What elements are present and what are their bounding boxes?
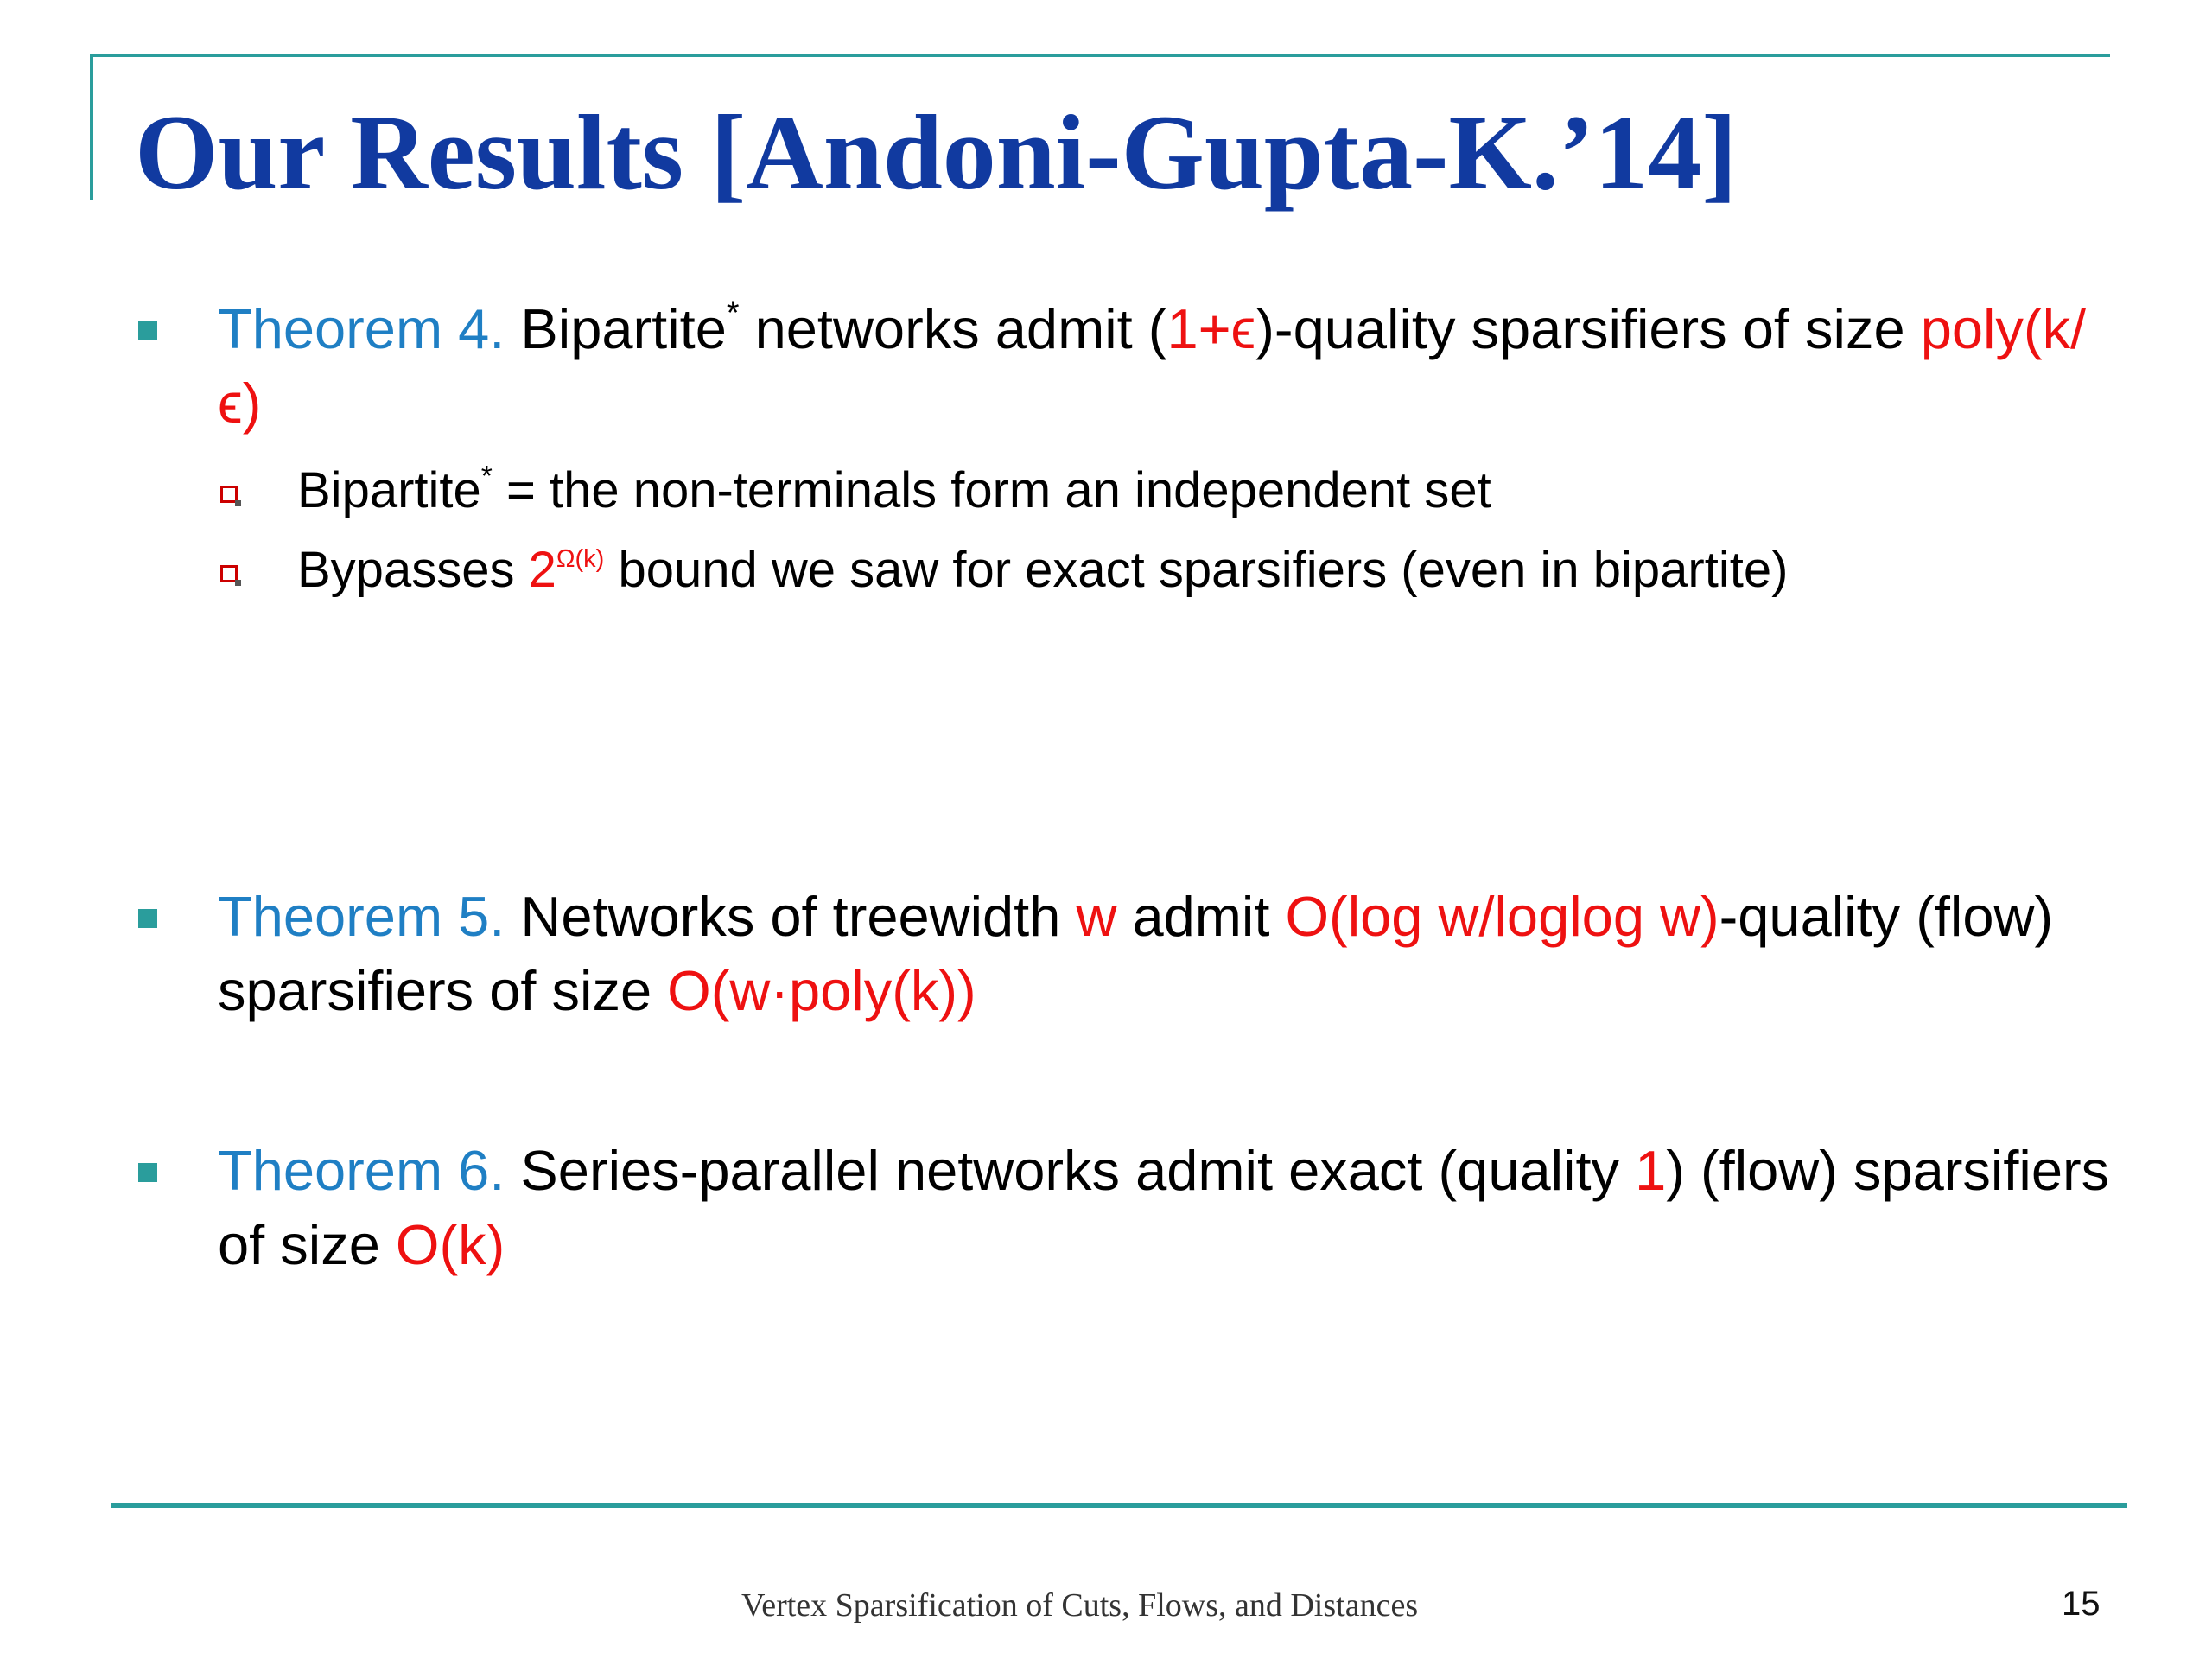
left-rule [90, 54, 93, 200]
theorem-4-quality: 1+ϵ [1166, 297, 1256, 360]
theorem-5-text-1: Networks of treewidth [505, 885, 1077, 948]
bottom-rule [111, 1503, 2127, 1508]
note-2-exponent: Ω(k) [556, 544, 605, 573]
theorem-6-label: Theorem 6. [218, 1139, 505, 1202]
slide-title: Our Results [Andoni-Gupta-K.’14] [135, 93, 1738, 212]
theorem-4-note-2 [297, 536, 2112, 605]
sub-bullet-box-icon [220, 565, 238, 582]
theorem-5-treewidth: w [1076, 885, 1117, 948]
note-2-text-2: bound we saw for exact sparsifiers (even in bipartite) [604, 542, 1789, 598]
theorem-4-label: Theorem 4. [218, 297, 505, 360]
note-1-star: * [480, 460, 493, 493]
bullet-square-icon [138, 909, 157, 928]
theorem-4-text-1: Bipartite [505, 297, 727, 360]
note-2-text-1: Bypasses [297, 542, 529, 598]
top-rule [90, 54, 2110, 57]
theorem-6 [218, 1134, 2110, 1282]
theorem-4 [218, 292, 2110, 441]
theorem-5-text-2: admit [1116, 885, 1286, 948]
theorem-6-text-1: Series-parallel networks admit exact (quality [505, 1139, 1636, 1202]
theorem-5-label: Theorem 5. [218, 885, 505, 948]
theorem-4-star: * [726, 294, 740, 331]
sub-bullet-box-icon [220, 486, 238, 503]
note-1-text-1: Bipartite [297, 462, 481, 518]
theorem-5-size: O(w·poly(k)) [667, 959, 976, 1022]
theorem-4-text-2: networks admit ( [739, 297, 1167, 360]
theorem-4-text-3: )-quality sparsifiers of size [1255, 297, 1921, 360]
theorem-5-quality: O(log w/loglog w) [1285, 885, 1719, 948]
theorem-6-quality: 1 [1635, 1139, 1667, 1202]
bullet-square-icon [138, 321, 157, 340]
theorem-4-size: poly(k/ϵ) [218, 297, 2087, 435]
note-1-text-2: = the non-terminals form an independent set [492, 462, 1491, 518]
theorem-5 [218, 880, 2110, 1028]
slide-footer: Vertex Sparsification of Cuts, Flows, and Distances [741, 1587, 1419, 1624]
page-number: 15 [2062, 1585, 2101, 1623]
theorem-6-size: O(k) [395, 1213, 505, 1276]
note-2-base: 2 [528, 542, 556, 598]
theorem-4-note-1 [297, 456, 2112, 525]
theorem-5-text-3: -quality (flow) sparsifiers of size [218, 885, 2054, 1022]
bullet-square-icon [138, 1163, 157, 1182]
theorem-6-text-2: ) (flow) sparsifiers of size [218, 1139, 2110, 1276]
